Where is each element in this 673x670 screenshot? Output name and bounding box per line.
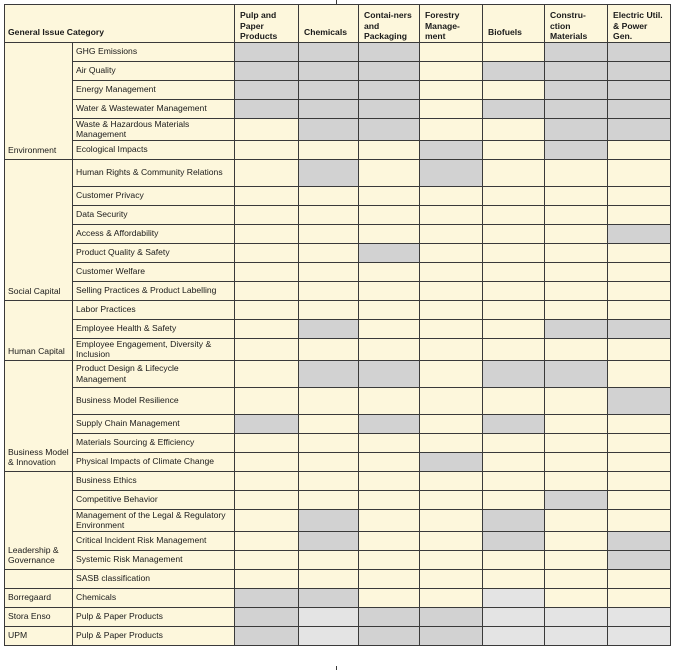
shade-cell <box>420 80 483 99</box>
table-row <box>5 509 671 531</box>
shade-cell <box>299 569 359 588</box>
header-industry: Biofuels <box>483 5 545 43</box>
table-row <box>5 550 671 569</box>
table-row <box>5 490 671 509</box>
category-cell: Business Model & Innovation <box>5 360 73 471</box>
shade-cell <box>359 159 420 186</box>
table-row <box>5 80 671 99</box>
shade-cell <box>483 452 545 471</box>
shade-cell <box>359 360 420 387</box>
shade-cell <box>608 569 671 588</box>
shade-cell <box>545 626 608 645</box>
table-row <box>5 338 671 360</box>
header-industry: Constru-ction Materials <box>545 5 608 43</box>
shade-cell <box>420 140 483 159</box>
category-cell: Social Capital <box>5 159 73 300</box>
shade-cell <box>359 262 420 281</box>
shade-cell <box>483 262 545 281</box>
shade-cell <box>483 80 545 99</box>
shade-cell <box>359 205 420 224</box>
shade-cell <box>299 300 359 319</box>
shade-cell <box>235 186 299 205</box>
shade-cell <box>483 387 545 414</box>
shade-cell <box>359 338 420 360</box>
shade-cell <box>545 186 608 205</box>
shade-cell <box>545 140 608 159</box>
category-cell: Leadership & Governance <box>5 471 73 569</box>
shade-cell <box>420 205 483 224</box>
company-row <box>5 588 671 607</box>
shade-cell <box>299 588 359 607</box>
shade-cell <box>235 42 299 61</box>
shade-cell <box>359 140 420 159</box>
shade-cell <box>359 99 420 118</box>
shade-cell <box>299 452 359 471</box>
shade-cell <box>420 61 483 80</box>
shade-cell <box>608 509 671 531</box>
table-row <box>5 99 671 118</box>
shade-cell <box>608 387 671 414</box>
issue-cell: Customer Welfare <box>73 262 235 281</box>
issue-cell: Product Design & Lifecycle Management <box>73 360 235 387</box>
shade-cell <box>235 140 299 159</box>
shade-cell <box>420 99 483 118</box>
shade-cell <box>235 550 299 569</box>
shade-cell <box>545 281 608 300</box>
shade-cell <box>608 118 671 140</box>
shade-cell <box>420 118 483 140</box>
shade-cell <box>235 414 299 433</box>
shade-cell <box>299 387 359 414</box>
shade-cell <box>483 414 545 433</box>
shade-cell <box>483 531 545 550</box>
shade-cell <box>299 471 359 490</box>
shade-cell <box>608 300 671 319</box>
bottom-tick-mark <box>336 666 337 670</box>
table-row <box>5 61 671 80</box>
issue-cell: Physical Impacts of Climate Change <box>73 452 235 471</box>
shade-cell <box>545 387 608 414</box>
shade-cell <box>420 414 483 433</box>
shade-cell <box>608 471 671 490</box>
shade-cell <box>608 42 671 61</box>
shade-cell <box>420 626 483 645</box>
shade-cell <box>608 626 671 645</box>
shade-cell <box>483 224 545 243</box>
shade-cell <box>359 509 420 531</box>
issue-cell: GHG Emissions <box>73 42 235 61</box>
shade-cell <box>359 471 420 490</box>
shade-cell <box>483 140 545 159</box>
table-row <box>5 205 671 224</box>
shade-cell <box>359 387 420 414</box>
shade-cell <box>359 607 420 626</box>
shade-cell <box>299 281 359 300</box>
shade-cell <box>545 569 608 588</box>
empty-cell <box>5 569 73 588</box>
issue-cell: Waste & Hazardous Materials Management <box>73 118 235 140</box>
shade-cell <box>483 471 545 490</box>
company-name: UPM <box>5 626 73 645</box>
issue-cell: Water & Wastewater Management <box>73 99 235 118</box>
shade-cell <box>608 159 671 186</box>
shade-cell <box>235 243 299 262</box>
shade-cell <box>608 550 671 569</box>
shade-cell <box>608 61 671 80</box>
shade-cell <box>420 569 483 588</box>
shade-cell <box>299 531 359 550</box>
table-row <box>5 414 671 433</box>
shade-cell <box>608 262 671 281</box>
issue-cell: Business Model Resilience <box>73 387 235 414</box>
shade-cell <box>359 319 420 338</box>
header-industry: Forestry Manage-ment <box>420 5 483 43</box>
shade-cell <box>483 626 545 645</box>
shade-cell <box>235 509 299 531</box>
shade-cell <box>545 243 608 262</box>
shade-cell <box>299 433 359 452</box>
shade-cell <box>235 281 299 300</box>
shade-cell <box>420 243 483 262</box>
shade-cell <box>545 588 608 607</box>
company-classification: Chemicals <box>73 588 235 607</box>
shade-cell <box>359 414 420 433</box>
shade-cell <box>235 300 299 319</box>
shade-cell <box>608 452 671 471</box>
shade-cell <box>608 490 671 509</box>
shade-cell <box>420 42 483 61</box>
issue-cell: Labor Practices <box>73 300 235 319</box>
shade-cell <box>359 61 420 80</box>
shade-cell <box>359 626 420 645</box>
shade-cell <box>359 186 420 205</box>
table-row <box>5 224 671 243</box>
shade-cell <box>235 80 299 99</box>
shade-cell <box>235 360 299 387</box>
shade-cell <box>483 99 545 118</box>
shade-cell <box>420 531 483 550</box>
shade-cell <box>483 433 545 452</box>
shade-cell <box>359 550 420 569</box>
table-row <box>5 186 671 205</box>
shade-cell <box>545 452 608 471</box>
shade-cell <box>235 338 299 360</box>
shade-cell <box>359 42 420 61</box>
shade-cell <box>235 531 299 550</box>
header-industry: Contai-ners and Packaging <box>359 5 420 43</box>
shade-cell <box>420 186 483 205</box>
shade-cell <box>608 531 671 550</box>
shade-cell <box>235 99 299 118</box>
category-cell: Environment <box>5 42 73 159</box>
shade-cell <box>299 262 359 281</box>
shade-cell <box>483 186 545 205</box>
shade-cell <box>483 243 545 262</box>
shade-cell <box>545 80 608 99</box>
shade-cell <box>483 550 545 569</box>
shade-cell <box>359 588 420 607</box>
shade-cell <box>483 205 545 224</box>
issue-cell: Competitive Behavior <box>73 490 235 509</box>
issue-cell: Business Ethics <box>73 471 235 490</box>
shade-cell <box>483 490 545 509</box>
shade-cell <box>235 588 299 607</box>
table-row <box>5 243 671 262</box>
table-row <box>5 159 671 186</box>
shade-cell <box>299 80 359 99</box>
shade-cell <box>359 531 420 550</box>
shade-cell <box>545 471 608 490</box>
shade-cell <box>299 550 359 569</box>
shade-cell <box>299 186 359 205</box>
shade-cell <box>483 281 545 300</box>
shade-cell <box>420 224 483 243</box>
shade-cell <box>483 569 545 588</box>
shade-cell <box>420 262 483 281</box>
shade-cell <box>235 569 299 588</box>
company-classification: Pulp & Paper Products <box>73 626 235 645</box>
shade-cell <box>608 205 671 224</box>
table-row <box>5 118 671 140</box>
shade-cell <box>608 140 671 159</box>
shade-cell <box>235 433 299 452</box>
shade-cell <box>545 531 608 550</box>
shade-cell <box>608 414 671 433</box>
table-row <box>5 42 671 61</box>
shade-cell <box>608 224 671 243</box>
table-row <box>5 262 671 281</box>
shade-cell <box>420 360 483 387</box>
issue-cell: Employee Health & Safety <box>73 319 235 338</box>
shade-cell <box>545 118 608 140</box>
shade-cell <box>483 42 545 61</box>
shade-cell <box>235 61 299 80</box>
shade-cell <box>545 490 608 509</box>
shade-cell <box>545 61 608 80</box>
shade-cell <box>420 387 483 414</box>
shade-cell <box>608 243 671 262</box>
shade-cell <box>299 42 359 61</box>
shade-cell <box>235 224 299 243</box>
table-row <box>5 452 671 471</box>
shade-cell <box>359 80 420 99</box>
shade-cell <box>235 262 299 281</box>
shade-cell <box>483 159 545 186</box>
shade-cell <box>545 262 608 281</box>
shade-cell <box>235 205 299 224</box>
shade-cell <box>235 452 299 471</box>
issue-cell: Human Rights & Community Relations <box>73 159 235 186</box>
shade-cell <box>483 319 545 338</box>
shade-cell <box>299 414 359 433</box>
shade-cell <box>420 281 483 300</box>
shade-cell <box>359 569 420 588</box>
shade-cell <box>359 490 420 509</box>
company-name: Stora Enso <box>5 607 73 626</box>
issue-cell: Access & Affordability <box>73 224 235 243</box>
shade-cell <box>483 61 545 80</box>
issue-cell: Energy Management <box>73 80 235 99</box>
shade-cell <box>608 80 671 99</box>
shade-cell <box>545 99 608 118</box>
issue-cell: Employee Engagement, Diversity & Inclusion <box>73 338 235 360</box>
category-cell: Human Capital <box>5 300 73 360</box>
shade-cell <box>235 159 299 186</box>
header-industry: Chemicals <box>299 5 359 43</box>
shade-cell <box>359 300 420 319</box>
shade-cell <box>299 626 359 645</box>
shade-cell <box>359 243 420 262</box>
shade-cell <box>545 205 608 224</box>
shade-cell <box>420 319 483 338</box>
shade-cell <box>483 338 545 360</box>
issue-cell: Data Security <box>73 205 235 224</box>
shade-cell <box>545 159 608 186</box>
company-row <box>5 626 671 645</box>
issue-cell: Product Quality & Safety <box>73 243 235 262</box>
issue-cell: Systemic Risk Management <box>73 550 235 569</box>
shade-cell <box>545 319 608 338</box>
shade-cell <box>359 281 420 300</box>
shade-cell <box>299 360 359 387</box>
table-row <box>5 281 671 300</box>
table-row <box>5 471 671 490</box>
shade-cell <box>420 607 483 626</box>
header-category: General Issue Category <box>5 5 235 43</box>
table-row <box>5 387 671 414</box>
shade-cell <box>299 224 359 243</box>
shade-cell <box>608 607 671 626</box>
shade-cell <box>359 433 420 452</box>
shade-cell <box>608 338 671 360</box>
shade-cell <box>545 509 608 531</box>
shade-cell <box>545 300 608 319</box>
issue-cell: Critical Incident Risk Management <box>73 531 235 550</box>
shade-cell <box>608 588 671 607</box>
shade-cell <box>299 509 359 531</box>
shade-cell <box>608 99 671 118</box>
shade-cell <box>545 433 608 452</box>
shade-cell <box>483 509 545 531</box>
shade-cell <box>545 607 608 626</box>
shade-cell <box>420 452 483 471</box>
header-industry: Pulp and Paper Products <box>235 5 299 43</box>
issue-cell: Air Quality <box>73 61 235 80</box>
shade-cell <box>545 42 608 61</box>
shade-cell <box>608 319 671 338</box>
issue-cell: Supply Chain Management <box>73 414 235 433</box>
shade-cell <box>299 319 359 338</box>
shade-cell <box>420 338 483 360</box>
shade-cell <box>608 360 671 387</box>
shade-cell <box>420 300 483 319</box>
shade-cell <box>608 433 671 452</box>
shade-cell <box>420 490 483 509</box>
shade-cell <box>420 159 483 186</box>
table-row <box>5 433 671 452</box>
materiality-table <box>4 4 671 646</box>
shade-cell <box>608 281 671 300</box>
table-body <box>5 42 671 645</box>
shade-cell <box>483 588 545 607</box>
company-classification: Pulp & Paper Products <box>73 607 235 626</box>
shade-cell <box>235 490 299 509</box>
shade-cell <box>299 140 359 159</box>
issue-cell: Ecological Impacts <box>73 140 235 159</box>
issue-cell: Materials Sourcing & Efficiency <box>73 433 235 452</box>
header-row <box>5 5 671 43</box>
shade-cell <box>545 360 608 387</box>
shade-cell <box>235 387 299 414</box>
issue-cell: Management of the Legal & Regulatory Environment <box>73 509 235 531</box>
shade-cell <box>235 118 299 140</box>
shade-cell <box>299 490 359 509</box>
shade-cell <box>483 300 545 319</box>
shade-cell <box>359 118 420 140</box>
shade-cell <box>483 607 545 626</box>
issue-cell: Customer Privacy <box>73 186 235 205</box>
table-row <box>5 360 671 387</box>
shade-cell <box>299 61 359 80</box>
shade-cell <box>299 99 359 118</box>
shade-cell <box>420 550 483 569</box>
shade-cell <box>483 360 545 387</box>
shade-cell <box>545 550 608 569</box>
shade-cell <box>420 433 483 452</box>
shade-cell <box>608 186 671 205</box>
table-row <box>5 531 671 550</box>
shade-cell <box>299 118 359 140</box>
shade-cell <box>235 319 299 338</box>
shade-cell <box>545 414 608 433</box>
table-row <box>5 140 671 159</box>
shade-cell <box>299 159 359 186</box>
table-row <box>5 300 671 319</box>
shade-cell <box>359 452 420 471</box>
header-industry: Electric Util. & Power Gen. <box>608 5 671 43</box>
issue-cell: Selling Practices & Product Labelling <box>73 281 235 300</box>
shade-cell <box>299 205 359 224</box>
shade-cell <box>545 224 608 243</box>
shade-cell <box>420 509 483 531</box>
shade-cell <box>299 338 359 360</box>
shade-cell <box>299 243 359 262</box>
table-row <box>5 319 671 338</box>
shade-cell <box>420 471 483 490</box>
shade-cell <box>235 607 299 626</box>
shade-cell <box>420 588 483 607</box>
shade-cell <box>483 118 545 140</box>
classification-header: SASB classification <box>73 569 235 588</box>
shade-cell <box>235 626 299 645</box>
company-name: Borregaard <box>5 588 73 607</box>
company-row <box>5 607 671 626</box>
shade-cell <box>235 471 299 490</box>
classification-header-row <box>5 569 671 588</box>
shade-cell <box>299 607 359 626</box>
shade-cell <box>545 338 608 360</box>
shade-cell <box>359 224 420 243</box>
